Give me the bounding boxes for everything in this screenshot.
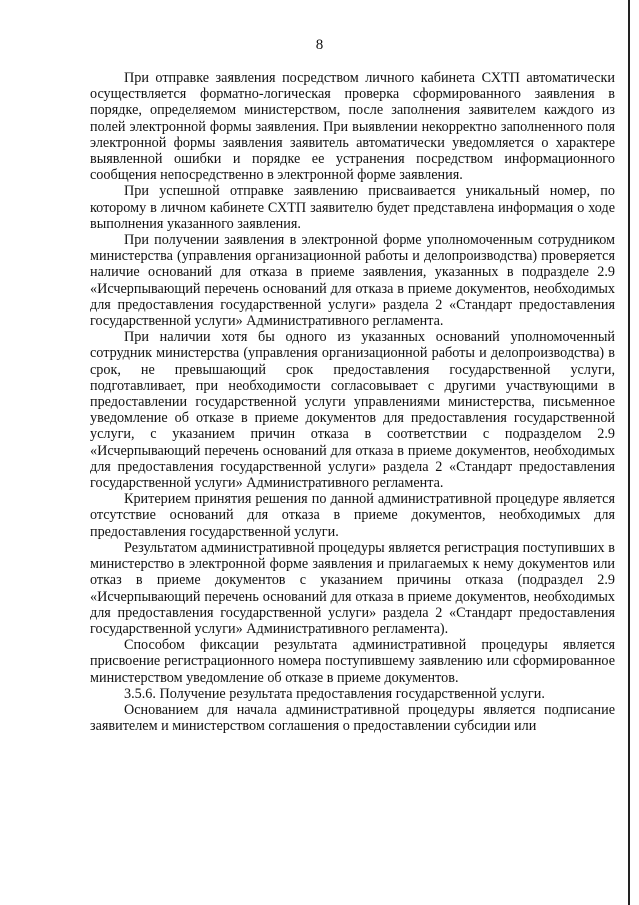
paragraph-procedure-basis: Основанием для начала административной процедуры является подписание заявителем и министерством соглашения о предоставлении субсидии или	[90, 701, 615, 735]
paragraph-procedure-result: Результатом административной процедуры является регистрация поступивших в министерство в электронной форме заявления и прилагаемых к нему документов или отказ в приеме документов с указанием причины отказа (подраздел 2.9 «Исчерпывающий перечень оснований для отказа в приеме документов, необходимых для предоставления государственной услуги» раздела 2 «Стандарт предоставления государственной услуги» Административного регламента).	[90, 539, 615, 637]
document-body	[90, 70, 615, 734]
paragraph-decision-criterion: Критерием принятия решения по данной административной процедуре является отсутствие оснований для отказа в приеме документов, необходимых для предоставления государственной услуги.	[90, 491, 615, 540]
page-edge-divider	[628, 0, 630, 905]
paragraph-online-submission-check: При отправке заявления посредством личного кабинета СХТП автоматически осуществляется форматно-логическая проверка сформированного заявления в порядке, определяемом министерством, после заполнения заявителем каждого из полей электронной формы заявления. При выявлении некорректно заполненного поля электронной формы заявления заявитель автоматически уведомляется о характере выявленной ошибки и порядке ее устранения посредством информационного сообщения непосредственно в электронной форме заявления.	[90, 70, 615, 184]
page-number: 8	[315, 37, 324, 53]
section-heading-3-5-6: 3.5.6. Получение результата предоставления государственной услуги.	[124, 685, 545, 702]
paragraph-result-fixation: Способом фиксации результата административной процедуры является присвоение регистрационного номера поступившему заявлению или сформированное министерством уведомление об отказе в приеме документов.	[90, 637, 615, 686]
paragraph-receipt-verification: При получении заявления в электронной форме уполномоченным сотрудником министерства (управления организационной работы и делопроизводства) проверяется наличие оснований для отказа в приеме заявления, указанных в подразделе 2.9 «Исчерпывающий перечень оснований для отказа в приеме документов, необходимых для предоставления государственной услуги» раздела 2 «Стандарт предоставления государственной услуги» Административного регламента.	[90, 232, 615, 330]
paragraph-unique-number: При успешной отправке заявлению присваивается уникальный номер, по которому в личном кабинете СХТП заявителю будет представлена информация о ходе выполнения указанного заявления.	[90, 183, 615, 232]
paragraph-refusal-notice: При наличии хотя бы одного из указанных оснований уполномоченный сотрудник министерства (управления организационной работы и делопроизводства) в срок, не превышающий срок предоставления государственной услуги, подготавливает, при необходимости согласовывает с другими участвующими в предоставлении государственной услуги управлениями министерства, письменное уведомление об отказе в приеме документов для предоставления государственной услуги, с указанием причин отказа в соответствии с подразделом 2.9 «Исчерпывающий перечень оснований для отказа в приеме документов, необходимых для предоставления государственной услуги» раздела 2 «Стандарт предоставления государственной услуги» Административного регламента.	[90, 329, 615, 492]
